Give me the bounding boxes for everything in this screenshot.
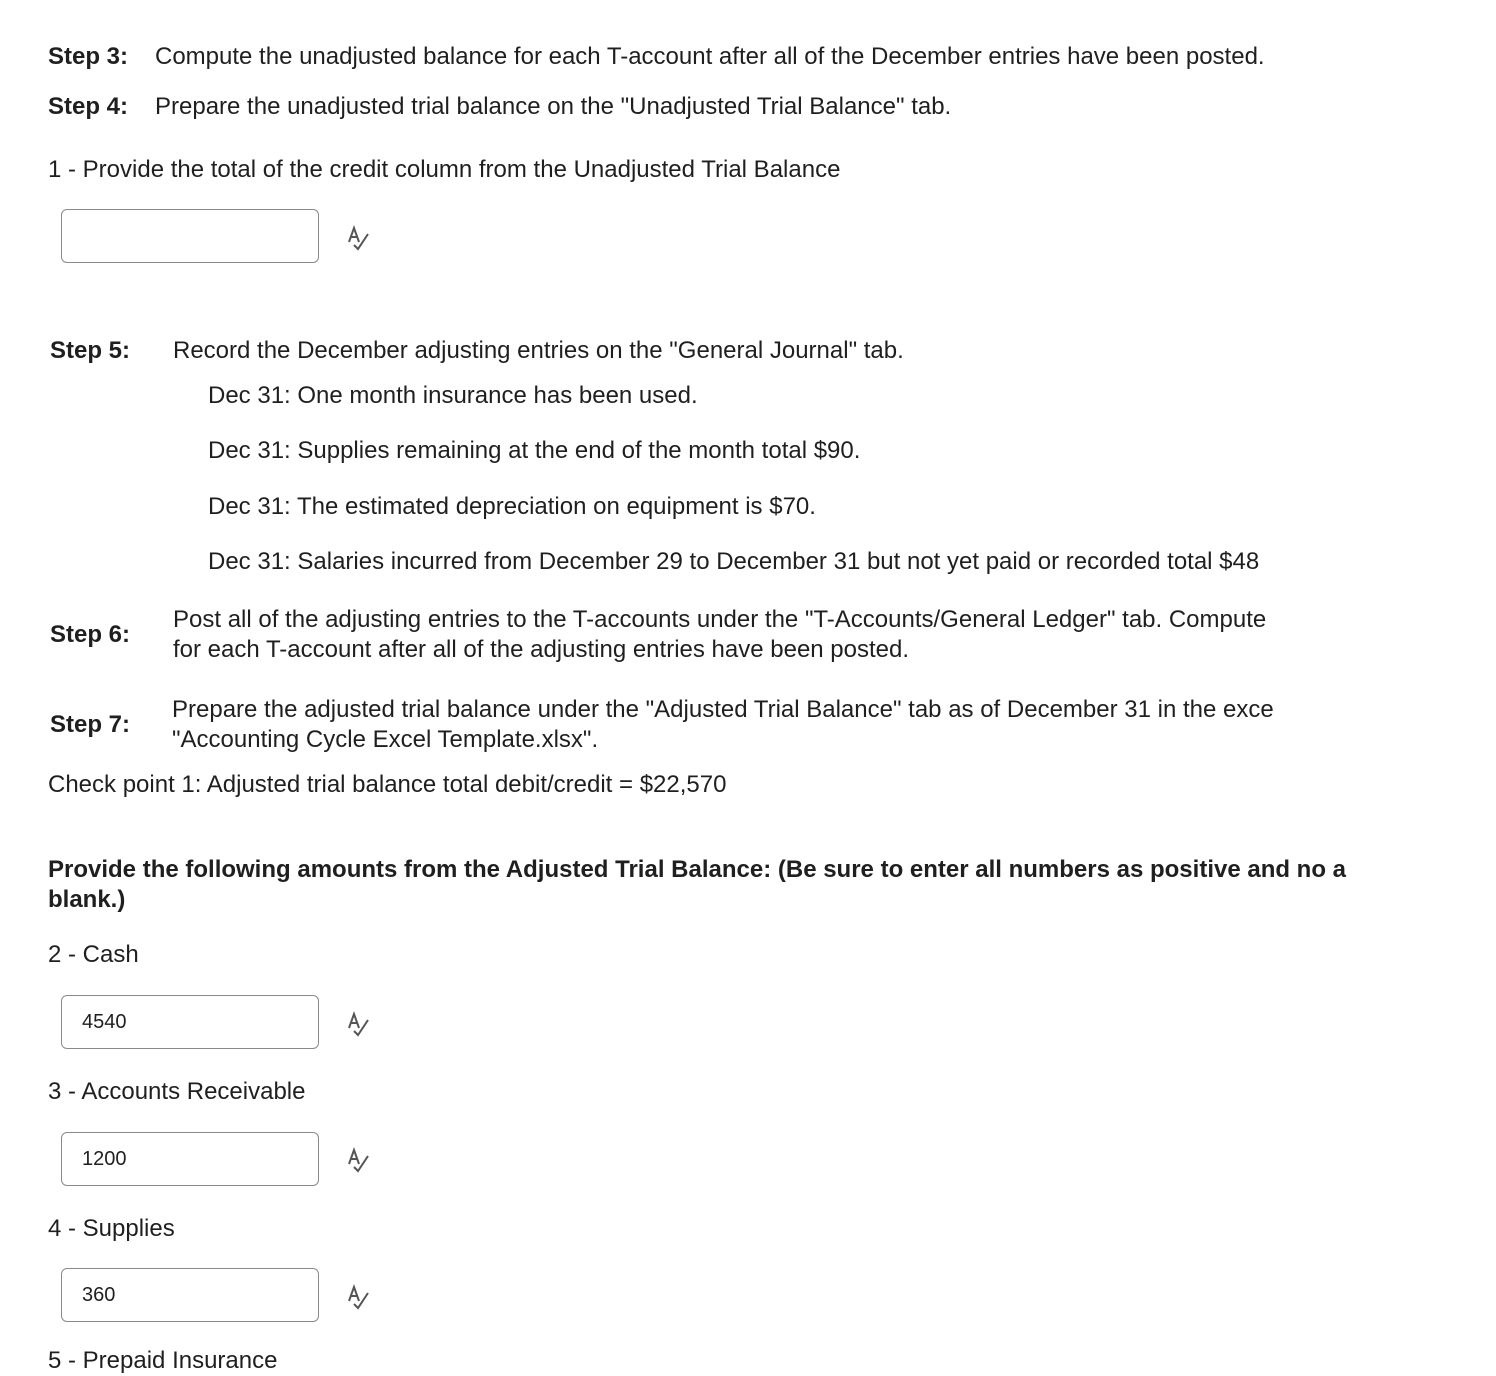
step5-entry: Dec 31: The estimated depreciation on equipment is $70. xyxy=(208,493,816,520)
step5-text: Record the December adjusting entries on the "General Journal" tab. xyxy=(173,337,904,364)
step5-entry: Dec 31: Supplies remaining at the end of the month total $90. xyxy=(208,437,861,464)
step5-label: Step 5: xyxy=(50,337,131,364)
step6-text-line1: Post all of the adjusting entries to the T-accounts under the "T-Accounts/General Ledger" tab. Compute xyxy=(173,606,1267,633)
step4-label: Step 4: xyxy=(48,93,129,120)
step6-text-line2: for each T-account after all of the adjusting entries have been posted. xyxy=(173,636,910,663)
spellcheck-icon[interactable] xyxy=(344,1283,372,1311)
question-1-label: 1 - Provide the total of the credit column from the Unadjusted Trial Balance xyxy=(48,156,841,183)
instructions-line2: blank.) xyxy=(48,886,126,913)
question-2-input[interactable] xyxy=(61,995,319,1049)
instructions-line1: Provide the following amounts from the Adjusted Trial Balance: (Be sure to enter all numbers as positive and no a xyxy=(48,856,1347,883)
step6-label: Step 6: xyxy=(50,621,131,648)
question-3-input[interactable] xyxy=(61,1132,319,1186)
spellcheck-icon[interactable] xyxy=(344,1010,372,1038)
question-5-label: 5 - Prepaid Insurance xyxy=(48,1347,278,1374)
step4-text: Prepare the unadjusted trial balance on the "Unadjusted Trial Balance" tab. xyxy=(155,93,952,120)
step5-entry: Dec 31: Salaries incurred from December 29 to December 31 but not yet paid or recorded total $48 xyxy=(208,548,1260,575)
step7-text-line1: Prepare the adjusted trial balance under the "Adjusted Trial Balance" tab as of December 31 in the exce xyxy=(172,696,1274,723)
question-4-label: 4 - Supplies xyxy=(48,1215,175,1242)
step7-text-line2: "Accounting Cycle Excel Template.xlsx". xyxy=(172,726,599,753)
spellcheck-icon[interactable] xyxy=(344,1146,372,1174)
spellcheck-icon[interactable] xyxy=(344,224,372,252)
step3-label: Step 3: xyxy=(48,43,129,70)
question-4-input[interactable] xyxy=(61,1268,319,1322)
step7-label: Step 7: xyxy=(50,711,131,738)
question-2-label: 2 - Cash xyxy=(48,941,139,968)
question-1-input[interactable] xyxy=(61,209,319,263)
step3-text: Compute the unadjusted balance for each T-account after all of the December entries have been posted. xyxy=(155,43,1265,70)
step5-entry: Dec 31: One month insurance has been used. xyxy=(208,382,698,409)
checkpoint-text: Check point 1: Adjusted trial balance total debit/credit = $22,570 xyxy=(48,771,727,798)
question-3-label: 3 - Accounts Receivable xyxy=(48,1078,306,1105)
